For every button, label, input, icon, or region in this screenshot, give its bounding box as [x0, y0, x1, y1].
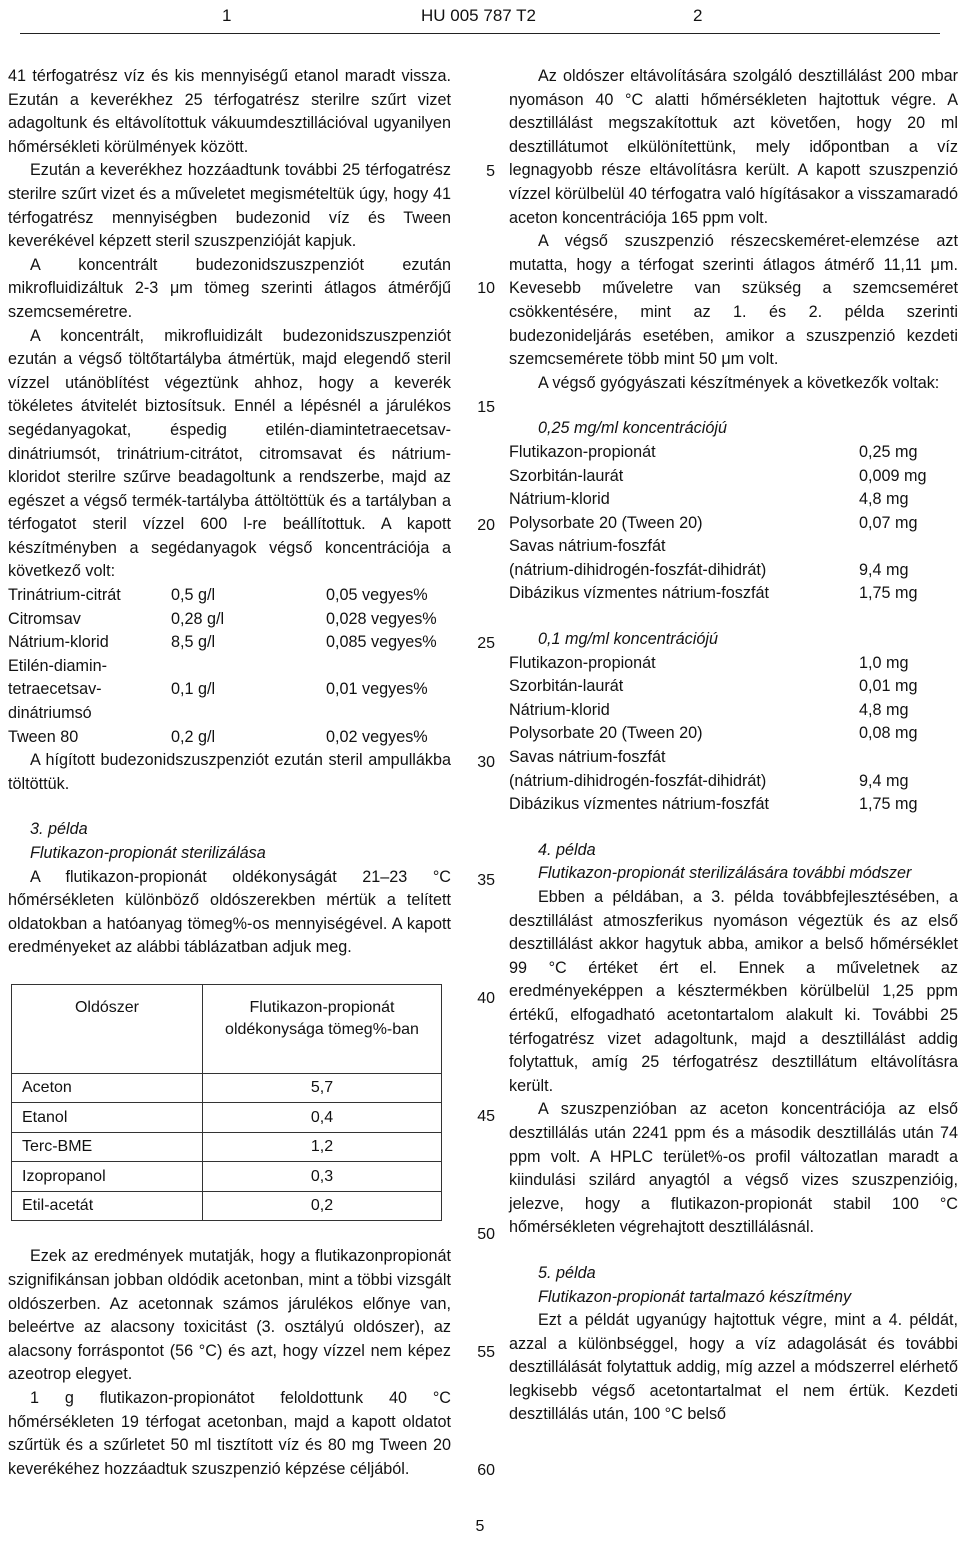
paragraph: A koncentrált budezonidszuszpenziót ezután mikrofluidizáltuk 2-3 μm tömeg szerinti átlagos átmérőjű szemcseméretre.: [8, 255, 451, 321]
page-number: 5: [475, 1518, 485, 1535]
paragraph: 41 térfogatrész víz és kis mennyiségű etanol maradt vissza. Ezután a keverékhez 25 térfogatrész sterilre szűrt vizet adagoltunk és eltávolítottuk vákuumdesztillációval ugyanilyen hőmérsékleti körülmények között.: [8, 67, 451, 156]
right-column: [509, 65, 958, 1427]
example-label: 3. példa: [30, 820, 88, 839]
list-item: Szorbitán-laurát 0,01 mg: [509, 677, 918, 696]
document-id: HU 005 787 T2: [421, 6, 536, 25]
list-item: Tween 80 0,2 g/l 0,02 vegyes%: [8, 727, 428, 746]
example-title: Flutikazon-propionát tartalmazó készítmény: [538, 1287, 852, 1306]
list-item: Citromsav 0,28 g/l 0,028 vegyes%: [8, 609, 437, 628]
table-row: Etanol 0,4: [12, 1103, 442, 1133]
list-item: Polysorbate 20 (Tween 20) 0,07 mg: [509, 513, 918, 532]
paragraph: A végső gyógyászati készítmények a következők voltak:: [538, 373, 940, 392]
line-number: 40: [477, 990, 495, 1007]
paragraph: Ezt a példát ugyanúgy hajtottuk végre, mint a 4. példát, azzal a különbséggel, hogy a víz adagolását és további desztillálását folytattuk addig, míg azzel a módszerrel elérhető legkisebb végső acetontartalmat el nem értük. Kezdeti desztillálás után, 100 °C belső: [509, 1311, 958, 1424]
line-number: 10: [477, 280, 495, 297]
list-item: Flutikazon-propionát 0,25 mg: [509, 442, 918, 461]
list-item: tetraecetsav-dinátriumsó 0,1 g/l 0,01 vegyes%: [8, 680, 428, 723]
list-item: Etilén-diamin-: [8, 656, 107, 675]
list-item: Trinátrium-citrát 0,5 g/l 0,05 vegyes%: [8, 586, 428, 605]
table-row: Aceton 5,7: [12, 1073, 442, 1103]
left-column: [8, 65, 451, 1481]
recipe-1: [509, 417, 958, 606]
line-number: 15: [477, 399, 495, 416]
paragraph: Ezek az eredmények mutatják, hogy a flutikazonpropionát szignifikánsan jobban oldódik acetonban, mint a többi vizsgált oldószerben. Az acetonnak számos járulékos előnye van, beleértve az alacsony toxicitást (3. osztályú oldószer), az alacsony forráspontot (56 °C) és azt, hogy vízzel nem képez azeotrop elegyet.: [8, 1247, 451, 1384]
line-number: 30: [477, 754, 495, 771]
paragraph: Ebben a példában, a 3. példa továbbfejlesztésében, a desztillálást atmoszferikus nyomáson végeztük és az első desztillálást akkor hagytuk abba, amikor a belső hőmérséklet 99 °C értéket ért el. Ennek a műveletnek az eredményeképpen a késztermékben körülbelül 1,25 ppm értékű, elfogadható acetontartalom alakult ki. További 25 térfogatrész vizet adagoltunk, majd a desztillálást addig folytattuk, amíg 25 térfogatrész desztillátum eltávolításra került.: [509, 888, 958, 1095]
paragraph: A szuszpenzióban az aceton koncentrációja az első desztillálás után 2241 ppm és a második desztillálás után 74 ppm volt. A HPLC terület%-os profil változatlan maradt a kiindulási szilárd anyagtól a végső vizes szuszpenzióig, jelezve, hogy a flutikazon-propionát stabil 100 °C hőmérsékleten végrehajtott desztillálásnál.: [509, 1100, 958, 1237]
table-row: Etil-acetát 0,2: [12, 1191, 442, 1221]
list-item: Savas nátrium-foszfát: [509, 748, 666, 767]
line-number: 45: [477, 1108, 495, 1125]
line-number: 5: [486, 163, 495, 180]
table-row: Izopropanol 0,3: [12, 1162, 442, 1192]
list-item: Nátrium-klorid 4,8 mg: [509, 490, 909, 509]
list-item: Savas nátrium-foszfát: [509, 537, 666, 556]
line-number: 55: [477, 1344, 495, 1361]
list-item: Flutikazon-propionát 1,0 mg: [509, 653, 909, 672]
table-header-solubility: Flutikazon-propionát oldékonysága tömeg%-ban: [203, 984, 442, 1073]
table-row: Terc-BME 1,2: [12, 1132, 442, 1162]
paragraph: A koncentrált, mikrofluidizált budezonidszuszpenziót ezután a végső töltőtartályba átmértük, majd elegendő steril vízzel utánöblítést végeztünk ahhoz, hogy a keverék tökéletes átvitelét biztosítsuk. Ennél a lépésnél a járulékos segédanyagokat, éspedig etilén-diamintetraecetsav-dinátriumsót, trinátrium-citrátot, citromsavat és nátrium-kloridot sterilre szűrve beadagoltunk a rendszerbe, majd az egészet a végső termék-tartályba áttöltöttük és a tartályban a térfogatot steril vízzel 600 l-re beállítottuk. A kapott készítményben a segédanyagok végső koncentrációja a következő volt:: [8, 326, 451, 581]
list-item: Szorbitán-laurát 0,009 mg: [509, 466, 927, 485]
paragraph: A hígított budezonidszuszpenziót ezután steril ampullákba töltöttük.: [8, 751, 451, 793]
solubility-table: [11, 984, 442, 1222]
line-number: 25: [477, 635, 495, 652]
table-header-solvent: Oldószer: [12, 984, 203, 1073]
line-number: 35: [477, 872, 495, 889]
ingredient-list: [8, 584, 451, 749]
line-number: 20: [477, 517, 495, 534]
page-number-left: 1: [222, 6, 232, 25]
recipe-title: 0,25 mg/ml koncentrációjú: [538, 419, 727, 438]
list-item: Polysorbate 20 (Tween 20) 0,08 mg: [509, 724, 918, 743]
paragraph: A végső szuszpenzió részecskeméret-elemzése azt mutatta, hogy a térfogat szerinti átlagos átmérő 11,11 μm. Kevesebb műveletre van szükség a szemcseméret csökkentésére, mint az 1. és 2. példa szerinti budezonideljárás esetében, amikor a szuszpenzió kezdeti szemcsemérete több mint 50 μm volt.: [509, 232, 958, 369]
table-header-row: [12, 984, 442, 1073]
example-label: 4. példa: [538, 840, 596, 859]
list-item: (nátrium-dihidrogén-foszfát-dihidrát) 9,4 mg: [509, 560, 909, 579]
paragraph: A flutikazon-propionát oldékonyságát 21–23 °C hőmérsékleten különböző oldószerekben mértük a telített oldatokban a hatóanyag tömeg%-os mennyiségével. A kapott eredményeket az alábbi táblázatban adjuk meg.: [8, 867, 451, 957]
paragraph: 1 g flutikazon-propionátot feloldottunk 40 °C hőmérsékleten 19 térfogat acetonban, majd a kapott oldatot szűrtük és a szűrletet 50 ml tisztított víz és 80 mg Tween 20 keverékéhez hozzáadtuk szuszpenzió képzése céljából.: [8, 1389, 451, 1478]
list-item: Dibázikus vízmentes nátrium-foszfát 1,75 mg: [509, 795, 918, 814]
example-title: Flutikazon-propionát sterilizálása: [30, 844, 266, 862]
list-item: Dibázikus vízmentes nátrium-foszfát 1,75 mg: [509, 584, 918, 603]
header-rule: [20, 33, 940, 34]
example-label: 5. példa: [538, 1263, 596, 1282]
example-title: Flutikazon-propionát sterilizálására további módszer: [538, 864, 912, 883]
list-item: Nátrium-klorid 8,5 g/l 0,085 vegyes%: [8, 633, 437, 652]
paragraph: Az oldószer eltávolítására szolgáló desztillálást 200 mbar nyomáson 40 °C alatti hőmérsékleten hajtottuk végre. A desztillálást megszakítottuk azt követően, hogy 20 ml desztillátumot elkülönítettünk, mely időpontban a víz legnagyobb része eltávolításra került. A kapott szuszpenzió vízzel körülbelül 40 térfogatra való hígításakor a visszamaradó aceton koncentrációja 165 ppm volt.: [509, 67, 958, 227]
page-number-right: 2: [693, 6, 703, 25]
paragraph: Ezután a keverékhez hozzáadtunk további 25 térfogatrész sterilre szűrt vizet és a műveletet megismételtük úgy, hogy 41 térfogatrész mennyiségben budezonid víz és Tween keverékével képzett steril szuszpenzióját kapjuk.: [8, 161, 451, 251]
line-number: 60: [477, 1462, 495, 1479]
recipe-title: 0,1 mg/ml koncentrációjú: [538, 630, 718, 649]
list-item: (nátrium-dihidrogén-foszfát-dihidrát) 9,4 mg: [509, 771, 909, 790]
list-item: Nátrium-klorid 4,8 mg: [509, 700, 909, 719]
line-number: 50: [477, 1226, 495, 1243]
recipe-2: [509, 628, 958, 817]
